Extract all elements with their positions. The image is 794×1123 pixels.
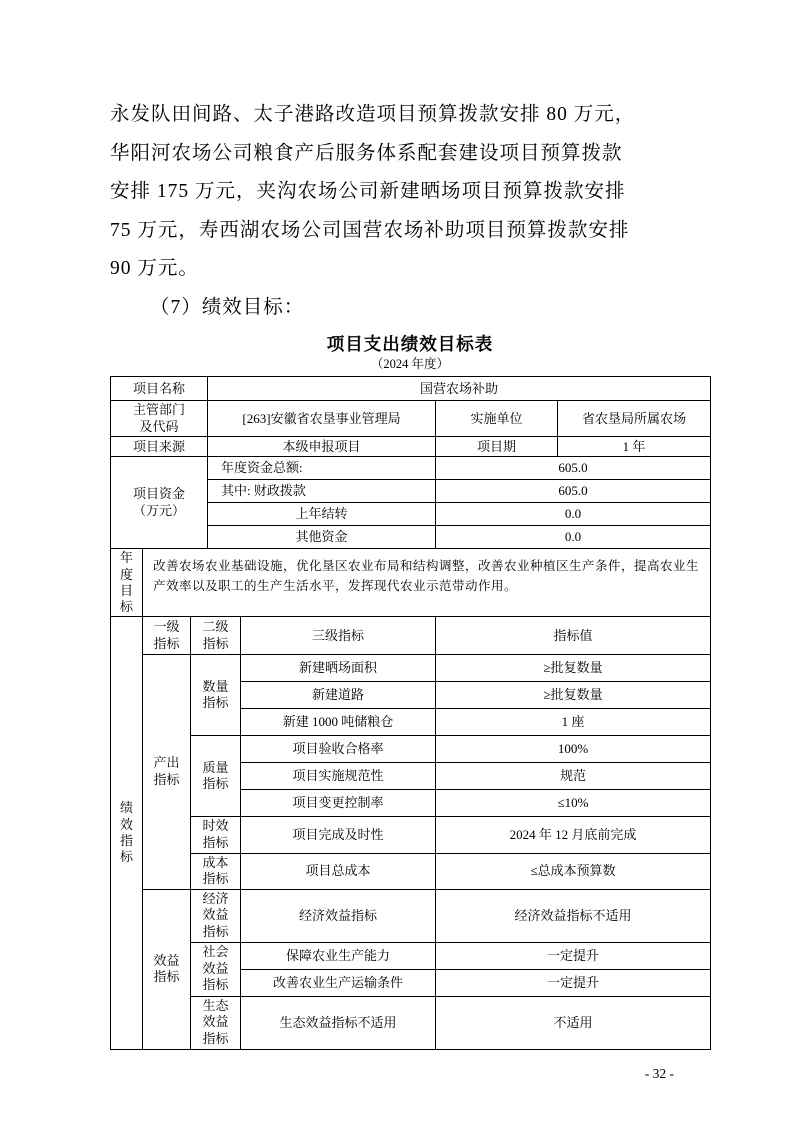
fund-item-value: 605.0 <box>436 480 711 503</box>
table-row <box>111 817 711 853</box>
level2-cost: 成本指标 <box>191 853 241 889</box>
paragraph-line: 华阳河农场公司粮食产后服务体系配套建设项目预算拨款 <box>110 142 623 164</box>
table-subtitle: （2024 年度） <box>370 357 450 371</box>
indicator-name: 经济效益指标 <box>241 889 436 942</box>
indicator-name: 项目完成及时性 <box>241 817 436 853</box>
indicator-name: 改善农业生产运输条件 <box>241 969 436 996</box>
indicator-value: 2024 年 12 月底前完成 <box>436 817 711 853</box>
project-name-label: 项目名称 <box>111 377 208 401</box>
indicator-value: 1 座 <box>436 709 711 736</box>
page-number: - 32 - <box>644 1065 674 1081</box>
table-title: 项目支出绩效目标表 <box>326 334 494 354</box>
performance-goal-table <box>110 376 711 1050</box>
indicator-name: 项目验收合格率 <box>241 736 436 763</box>
impl-unit-label: 实施单位 <box>436 401 558 437</box>
indicator-name: 项目变更控制率 <box>241 790 436 817</box>
indicator-value: 不适用 <box>436 996 711 1049</box>
fund-item-value: 0.0 <box>436 503 711 526</box>
paragraph-line: 安排 175 万元，夹沟农场公司新建晒场项目预算拨款安排 <box>110 181 626 202</box>
level1-benefit: 效益指标 <box>143 889 191 1049</box>
performance-indicators-label: 绩效指标 <box>111 617 143 1049</box>
level2-quality: 质量指标 <box>191 736 241 817</box>
indicator-value: 100% <box>436 736 711 763</box>
level2-social: 社会效益指标 <box>191 942 241 996</box>
table-row <box>111 549 711 617</box>
table-row <box>111 457 711 480</box>
funds-label: 项目资金（万元） <box>111 457 208 549</box>
project-name-value: 国营农场补助 <box>208 377 711 401</box>
table-row <box>111 401 711 437</box>
source-label: 项目来源 <box>111 437 208 457</box>
table-row <box>111 617 711 655</box>
indicator-value: ≤10% <box>436 790 711 817</box>
indicator-name: 新建 1000 吨储粮仓 <box>241 709 436 736</box>
header-level1: 一级指标 <box>143 617 191 655</box>
header-level3: 三级指标 <box>241 617 436 655</box>
indicator-value: 一定提升 <box>436 942 711 969</box>
fund-item-label: 年度资金总额: <box>208 457 436 480</box>
indicator-name: 项目实施规范性 <box>241 763 436 790</box>
header-value: 指标值 <box>436 617 711 655</box>
level2-economic: 经济效益指标 <box>191 889 241 942</box>
table-row <box>111 736 711 763</box>
dept-label: 主管部门及代码 <box>111 401 208 437</box>
table-row <box>111 853 711 889</box>
fund-item-label: 其他资金 <box>208 526 436 549</box>
body-paragraph <box>110 96 710 327</box>
fund-item-value: 605.0 <box>436 457 711 480</box>
indicator-name: 新建道路 <box>241 682 436 709</box>
fund-item-value: 0.0 <box>436 526 711 549</box>
indicator-value: ≥批复数量 <box>436 682 711 709</box>
table-row <box>111 655 711 682</box>
table-row <box>111 942 711 969</box>
annual-goal-label: 年度目标 <box>111 549 143 617</box>
level2-ecological: 生态效益指标 <box>191 996 241 1049</box>
paragraph-line: 永发队田间路、太子港路改造项目预算拨款安排 80 万元， <box>110 104 636 125</box>
level1-output: 产出指标 <box>143 655 191 890</box>
annual-goal-text: 改善农场农业基础设施，优化垦区农业布局和结构调整，改善农业种植区生产条件，提高农业生产效率以及职工的生产生活水平，发挥现代农业示范带动作用。 <box>143 549 711 617</box>
source-value: 本级申报项目 <box>208 437 436 457</box>
header-level2: 二级指标 <box>191 617 241 655</box>
table-row <box>111 377 711 401</box>
indicator-value: ≤总成本预算数 <box>436 853 711 889</box>
indicator-name: 保障农业生产能力 <box>241 942 436 969</box>
indicator-name: 新建晒场面积 <box>241 655 436 682</box>
dept-value: [263]安徽省农垦事业管理局 <box>208 401 436 437</box>
indicator-value: 经济效益指标不适用 <box>436 889 711 942</box>
indicator-name: 项目总成本 <box>241 853 436 889</box>
page-content <box>110 96 710 1082</box>
paragraph-line: 75 万元，寿西湖农场公司国营农场补助项目预算拨款安排 <box>110 219 630 241</box>
indicator-name: 生态效益指标不适用 <box>241 996 436 1049</box>
level2-quantity: 数量指标 <box>191 655 241 736</box>
table-row <box>111 889 711 942</box>
indicator-value: 规范 <box>436 763 711 790</box>
level2-timeliness: 时效指标 <box>191 817 241 853</box>
impl-unit-value: 省农垦局所属农场 <box>558 401 711 437</box>
section-heading: （7）绩效目标： <box>150 296 305 318</box>
indicator-value: ≥批复数量 <box>436 655 711 682</box>
indicator-value: 一定提升 <box>436 969 711 996</box>
paragraph-line: 90 万元。 <box>110 258 199 279</box>
period-value: 1 年 <box>558 437 711 457</box>
fund-item-label: 其中: 财政拨款 <box>208 480 436 503</box>
table-row <box>111 996 711 1049</box>
table-row <box>111 437 711 457</box>
period-label: 项目期 <box>436 437 558 457</box>
fund-item-label: 上年结转 <box>208 503 436 526</box>
